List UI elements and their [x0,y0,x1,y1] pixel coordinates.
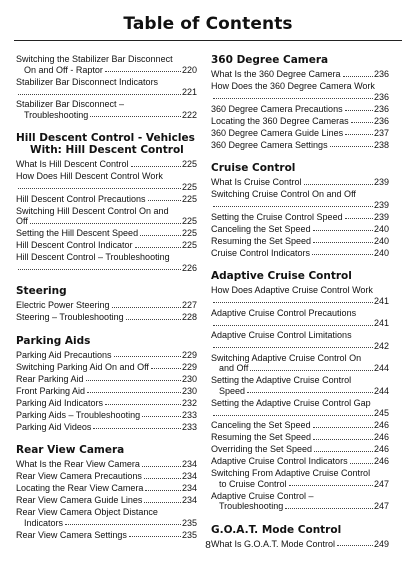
toc-right-column [211,54,389,551]
toc-entry-page: 233 [181,409,197,420]
toc-entry[interactable] [211,308,389,329]
toc-entry[interactable] [16,422,197,433]
toc-entry-title: Setting the Adaptive Cruise Control [211,375,352,385]
section-heading-line: With: Hill Descent Control [30,144,184,156]
toc-entry[interactable] [211,444,389,455]
toc-entry[interactable] [16,507,197,528]
toc-entry[interactable] [16,252,197,273]
dot-leader [148,200,181,201]
toc-entry-title: Switching the Stabilizer Bar Disconnect [16,54,173,64]
dot-leader [86,380,181,381]
toc-entry[interactable] [16,171,197,192]
dot-leader [135,247,181,248]
toc-entry-page: 245 [373,408,389,418]
dot-leader [30,223,181,224]
toc-entry-title: Troubleshooting [24,109,89,120]
dot-leader [313,242,373,243]
toc-entry[interactable] [211,212,389,223]
section-heading [211,270,389,282]
toc-entry-title: Hill Descent Control – Troubleshooting [16,252,170,262]
toc-entry[interactable] [16,159,197,170]
toc-entry[interactable] [16,471,197,482]
toc-entry-page: 225 [181,159,197,169]
toc-entry[interactable] [16,240,197,251]
dot-leader [140,235,181,236]
dot-leader [105,404,181,405]
dot-leader [18,94,181,95]
toc-entry-title: What Is Cruise Control [211,177,302,187]
toc-entry[interactable] [16,194,197,205]
toc-entry[interactable] [211,491,389,512]
dot-leader [142,466,181,467]
toc-entry-title: Switching Parking Aid On and Off [16,361,149,372]
toc-entry-page: 247 [373,501,389,511]
toc-entry-page: 244 [373,363,389,373]
toc-entry[interactable] [211,285,389,306]
toc-entry[interactable] [16,206,197,227]
dot-leader [142,416,181,417]
toc-entry-title: Hill Descent Control Precautions [16,193,146,204]
toc-entry-title: 360 Degree Camera Precautions [211,103,343,114]
toc-entry[interactable] [211,420,389,431]
dot-leader [213,325,373,326]
toc-entry[interactable] [16,350,197,361]
toc-entry-title: How Does Adaptive Cruise Control Work [211,285,373,295]
section-heading-line: Parking Aids [16,334,91,347]
toc-entry-title: Cruise Control Indicators [211,247,311,258]
toc-entry-title: How Does the 360 Degree Camera Work [211,81,375,91]
dot-leader [213,98,373,99]
toc-entry[interactable] [211,81,389,102]
dot-leader [105,71,181,72]
toc-entry-title: Overriding the Set Speed [211,444,313,454]
toc-entry-page: 221 [181,87,197,97]
toc-entry[interactable] [211,128,389,139]
toc-entry-page: 225 [181,228,197,238]
toc-entry-page: 242 [373,340,389,351]
dot-leader [289,485,373,486]
toc-entry[interactable] [16,374,197,385]
toc-entry-title: Parking Aid Precautions [16,349,112,360]
toc-entry[interactable] [211,248,389,259]
toc-entry-title: Canceling the Set Speed [211,223,311,234]
toc-entry-title: Parking Aids – Troubleshooting [16,409,141,420]
toc-entry-title: and Off [219,363,249,373]
section-heading [16,285,197,297]
toc-entry[interactable] [16,77,197,98]
section-heading [16,132,197,156]
toc-entry[interactable] [211,432,389,443]
dot-leader [112,307,181,308]
toc-entry-page: 246 [373,420,389,430]
dot-leader [65,524,181,525]
section-heading-line: 360 Degree Camera [211,54,329,66]
toc-entry-page: 237 [373,127,389,138]
toc-entry-page: 236 [373,103,389,114]
toc-entry-title: Locating the 360 Degree Cameras [211,115,349,126]
section-heading-line: Cruise Control [211,162,296,174]
toc-entry[interactable] [16,386,197,397]
toc-entry-page: 225 [181,216,197,226]
toc-entry[interactable] [211,375,389,396]
toc-entry-title: Switching From Adaptive Cruise Control [211,468,371,478]
dot-leader [304,184,373,185]
toc-entry-title: What Is the Rear View Camera [16,459,140,469]
dot-leader [129,536,181,537]
toc-entry-page: 225 [181,193,197,204]
toc-entry-title: Resuming the Set Speed [211,432,312,442]
toc-entry[interactable] [16,410,197,421]
toc-entry-page: 230 [181,373,197,384]
toc-entry-page: 222 [181,109,197,120]
dot-leader [343,76,373,77]
toc-entry-title: On and Off - Raptor [24,64,103,75]
toc-entry-page: 246 [373,432,389,442]
dot-leader [131,166,181,167]
toc-entry-title: Adaptive Cruise Control Indicators [211,456,348,466]
toc-entry-page: 229 [181,349,197,360]
dot-leader [126,319,181,320]
toc-entry-title: Setting the Adaptive Cruise Control Gap [211,397,371,408]
section-heading [211,524,389,536]
dot-leader [144,502,181,503]
toc-entry-title: Stabilizer Bar Disconnect – [16,99,125,109]
toc-entry-title: Rear View Camera Precautions [16,471,142,481]
dot-leader [145,490,181,491]
toc-entry-title: Off [16,216,28,226]
toc-entry-title: Setting the Hill Descent Speed [16,228,139,238]
toc-entry-title: Locating the Rear View Camera [16,483,144,493]
toc-entry[interactable] [16,459,197,470]
dot-leader [151,368,181,369]
toc-entry-page: 239 [373,177,389,187]
toc-entry-page: 225 [181,181,197,192]
toc-entry-page: 227 [181,300,197,310]
toc-entry-title: Adaptive Cruise Control Limitations [211,330,352,340]
toc-entry-page: 241 [373,295,389,306]
toc-entry-page: 234 [181,459,197,469]
toc-entry-title: Resuming the Set Speed [211,235,312,246]
toc-entry-page: 236 [373,91,389,102]
toc-entry-title: Parking Aid Videos [16,421,92,432]
toc-entry-page: 239 [373,199,389,210]
dot-leader [313,230,373,231]
toc-entry-title: Switching Adaptive Cruise Control On [211,352,362,363]
toc-entry-page: 228 [181,312,197,322]
toc-entry-page: 232 [181,397,197,408]
toc-entry-title: What Is Hill Descent Control [16,159,129,169]
toc-entry-page: 240 [373,235,389,246]
section-heading-line: Rear View Camera [16,444,125,456]
toc-entry-page: 233 [181,421,197,432]
toc-entry-page: 238 [373,139,389,150]
toc-entry[interactable] [16,483,197,494]
toc-entry-title: Troubleshooting [219,501,284,511]
toc-entry-title: How Does Hill Descent Control Work [16,171,163,181]
dot-leader [213,206,373,207]
dot-leader [345,134,373,135]
toc-entry-title: Electric Power Steering [16,300,110,310]
dot-leader [18,188,181,189]
toc-entry-page: 236 [373,115,389,126]
dot-leader [350,463,373,464]
toc-entry[interactable] [16,530,197,541]
toc-entry[interactable] [211,104,389,115]
toc-entry-page: 244 [373,385,389,396]
toc-entry[interactable] [211,116,389,127]
toc-entry-page: 246 [373,456,389,466]
toc-entry[interactable] [211,456,389,467]
toc-entry-page: 234 [181,495,197,505]
toc-entry[interactable] [211,353,389,374]
dot-leader [312,254,373,255]
toc-entry-title: Rear View Camera Settings [16,529,127,540]
toc-entry[interactable] [16,99,197,120]
toc-entry-title: Indicators [24,517,64,528]
toc-entry-title: Switching Hill Descent Control On and [16,205,169,216]
dot-leader [345,218,373,219]
toc-entry-page: 234 [181,483,197,493]
toc-entry[interactable] [211,468,389,489]
toc-entry-page: 229 [181,361,197,372]
toc-entry[interactable] [16,312,197,323]
dot-leader [87,392,181,393]
toc-entry-page: 234 [181,471,197,481]
toc-entry-page: 239 [373,211,389,222]
toc-entry-title: Setting the Cruise Control Speed [211,211,343,222]
section-heading [211,54,389,66]
section-heading-line: Hill Descent Control - Vehicles [16,132,195,144]
toc-entry-title: What Is the 360 Degree Camera [211,69,341,79]
toc-entry-page: 220 [181,64,197,75]
toc-entry[interactable] [211,236,389,247]
toc-entry[interactable] [211,189,389,210]
toc-entry[interactable] [16,228,197,239]
section-heading-line: G.O.A.T. Mode Control [211,523,342,536]
toc-entry-page: 236 [373,69,389,79]
dot-leader [18,269,181,270]
section-heading-line: Adaptive Cruise Control [211,270,352,282]
toc-entry-page: 246 [373,444,389,454]
section-heading [16,444,197,456]
dot-leader [247,392,373,393]
toc-entry-title: Hill Descent Control Indicator [16,240,133,250]
section-heading [211,162,389,174]
toc-entry-page: 225 [181,240,197,250]
dot-leader [330,146,373,147]
toc-entry-page: 247 [373,478,389,489]
dot-leader [285,508,373,509]
dot-leader [213,415,373,416]
toc-entry-page: 235 [181,517,197,528]
toc-entry-title: Switching Cruise Control On and Off [211,189,356,199]
toc-entry[interactable] [16,495,197,506]
toc-entry-title: 360 Degree Camera Settings [211,139,328,150]
dot-leader [250,370,373,371]
dot-leader [93,428,181,429]
toc-entry-page: 235 [181,529,197,540]
toc-entry-title: Front Parking Aid [16,385,86,396]
toc-entry-title: Rear Parking Aid [16,373,84,384]
toc-entry-page: 226 [181,262,197,273]
toc-entry[interactable] [16,300,197,311]
toc-entry[interactable] [16,362,197,373]
toc-entry-page: 241 [373,318,389,328]
toc-entry-title: 360 Degree Camera Guide Lines [211,127,344,138]
dot-leader [313,439,373,440]
dot-leader [114,356,181,357]
toc-entry[interactable] [16,54,197,75]
toc-entry-page: 240 [373,247,389,258]
toc-entry[interactable] [211,140,389,151]
toc-entry-title: Steering – Troubleshooting [16,312,124,322]
toc-entry[interactable] [211,330,389,351]
toc-left-column [16,54,197,542]
toc-entry-title: What Is G.O.A.T. Mode Control [211,538,336,549]
toc-entry-title: Parking Aid Indicators [16,397,104,408]
toc-entry-title: Adaptive Cruise Control Precautions [211,307,357,318]
toc-entry-title: Rear View Camera Object Distance [16,507,158,517]
dot-leader [314,451,373,452]
toc-entry[interactable] [211,224,389,235]
toc-entry-title: to Cruise Control [219,478,287,489]
toc-entry-title: Adaptive Cruise Control – [211,490,314,501]
dot-leader [345,110,373,111]
toc-entry-page: 230 [181,385,197,396]
section-heading-line: Steering [16,285,67,297]
dot-leader [213,347,373,348]
toc-entry-title: Speed [219,385,246,396]
page-title: Table of Contents [123,14,293,34]
section-heading [16,335,197,347]
dot-leader [213,302,373,303]
toc-entry[interactable] [16,398,197,409]
page-number: 8 [205,540,211,551]
dot-leader [144,478,181,479]
toc-entry-title: Canceling the Set Speed [211,420,311,430]
toc-entry[interactable] [211,398,389,419]
dot-leader [313,427,373,428]
toc-entry-title: Stabilizer Bar Disconnect Indicators [16,76,159,87]
toc-entry-page: 249 [373,538,389,549]
toc-entry[interactable] [211,69,389,80]
toc-entry[interactable] [211,177,389,188]
dot-leader [90,116,181,117]
dot-leader [351,122,373,123]
toc-entry-page: 240 [373,223,389,234]
title-divider [14,40,402,41]
toc-entry-title: Rear View Camera Guide Lines [16,495,143,505]
